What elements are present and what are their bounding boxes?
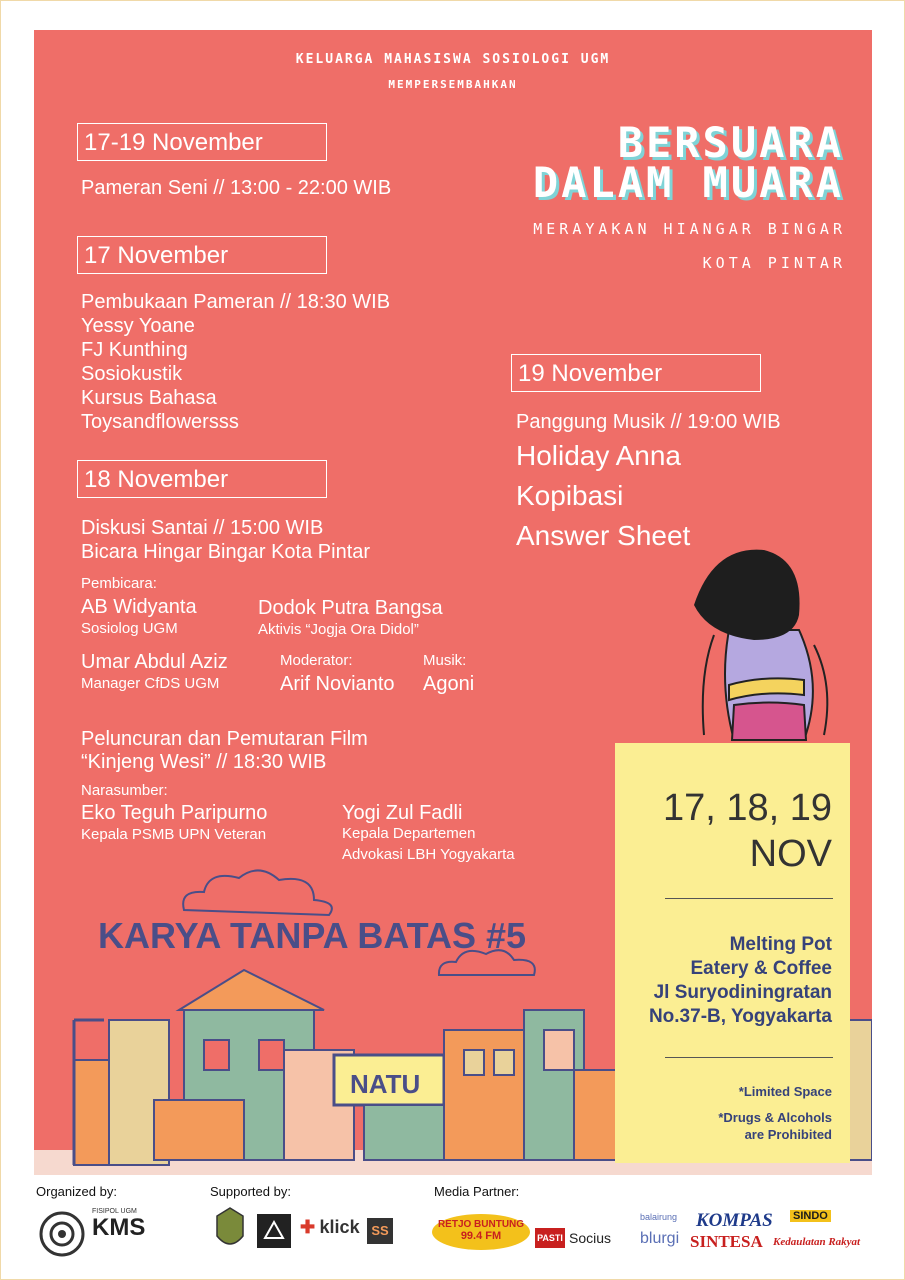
ss-logo: SS xyxy=(367,1218,393,1244)
media-partner-label: Media Partner: xyxy=(434,1184,520,1199)
speaker-3-role: Manager CfDS UGM xyxy=(81,675,220,692)
narasumber-1-role: Kepala PSMB UPN Veteran xyxy=(81,826,267,843)
narasumber-1-name: Eko Teguh Paripurno xyxy=(81,802,268,824)
art-exhibition: Pameran Seni // 13:00 - 22:00 WIB xyxy=(81,177,392,199)
narasumber-2-name: Yogi Zul Fadli xyxy=(342,802,463,824)
block2-list xyxy=(81,290,390,434)
date-box-17: 17 November xyxy=(77,236,327,274)
venue-line-3: Jl Suryodiningratan xyxy=(653,982,832,1003)
date-box-18: 18 November xyxy=(77,460,327,498)
prohibited-note: *Drugs & Alcohols xyxy=(718,1110,832,1125)
blurgi-logo: blurgi xyxy=(640,1230,680,1247)
moderator-name: Arif Novianto xyxy=(280,673,395,695)
list-item: FJ Kunthing xyxy=(81,339,188,361)
divider xyxy=(665,898,833,899)
discussion-time: Diskusi Santai // 15:00 WIB xyxy=(81,517,324,539)
fisipol-text: FISIPOL UGM xyxy=(92,1208,137,1215)
venue-line-4: No.37-B, Yogyakarta xyxy=(648,1006,832,1027)
event-month: NOV xyxy=(749,833,832,875)
date-box-19: 19 November xyxy=(511,354,761,392)
list-item: Sosiokustik xyxy=(81,363,183,385)
venue-line-2: Eatery & Coffee xyxy=(690,958,832,979)
kedaulatan-rakyat-logo: Kedaulatan Rakyat xyxy=(773,1236,861,1248)
prohibited-note: are Prohibited xyxy=(744,1127,832,1142)
organizer-line: KELUARGA MAHASISWA SOSIOLOGI UGM xyxy=(295,52,611,67)
list-item: Pembukaan Pameran // 18:30 WIB xyxy=(81,291,391,313)
kompas-logo: KOMPAS xyxy=(696,1210,773,1231)
cloud-illustration xyxy=(174,860,344,920)
speaker-2-name: Dodok Putra Bangsa xyxy=(258,597,443,619)
speaker-3-name: Umar Abdul Aziz xyxy=(81,651,228,673)
subtitle-line-1: MERAYAKAN HIANGAR BINGAR xyxy=(533,220,846,238)
performer-list xyxy=(516,436,690,556)
speaker-label: Pembicara: xyxy=(81,575,157,592)
stage-music: Panggung Musik // 19:00 WIB xyxy=(516,411,781,433)
klick-logo xyxy=(300,1217,360,1238)
list-item: Kopibasi xyxy=(516,480,624,511)
limited-space-note: *Limited Space xyxy=(738,1084,832,1099)
speaker-1-role: Sosiolog UGM xyxy=(81,620,178,637)
info-card xyxy=(615,743,850,1163)
film-title: Peluncuran dan Pemutaran Film xyxy=(81,728,368,750)
title-line-2: DALAM MUARA xyxy=(532,158,844,207)
event-dates: 17, 18, 19 xyxy=(662,787,832,829)
klick-icon: ✚ xyxy=(300,1217,316,1237)
list-item: Holiday Anna xyxy=(516,440,682,471)
music-name: Agoni xyxy=(423,673,475,695)
lbh-logo xyxy=(257,1214,291,1248)
pasti-logo: PASTI xyxy=(535,1228,565,1248)
supported-label: Supported by: xyxy=(210,1184,291,1199)
retjo-text: RETJO BUNTUNG xyxy=(437,1219,525,1230)
moderator-label: Moderator: xyxy=(280,652,353,669)
dinas-kebudayaan-logo xyxy=(215,1206,245,1254)
subtitle-line-2: KOTA PINTAR xyxy=(702,254,846,272)
divider xyxy=(665,1057,833,1058)
poster xyxy=(34,30,872,1175)
kms-text: KMS xyxy=(92,1214,146,1241)
socius-logo: Socius xyxy=(569,1230,612,1246)
list-item: Yessy Yoane xyxy=(81,315,195,337)
girl-illustration xyxy=(674,535,864,750)
sociology-seal-logo xyxy=(38,1210,86,1258)
speaker-1-name: AB Widyanta xyxy=(81,596,197,618)
venue-line-1: Melting Pot xyxy=(729,934,832,955)
narasumber-2-role: Advokasi LBH Yogyakarta xyxy=(342,846,515,863)
kms-logo xyxy=(92,1208,152,1241)
list-item: Kursus Bahasa xyxy=(81,387,217,409)
sign-text: NATU xyxy=(350,1069,421,1099)
sintesa-logo: SINTESA xyxy=(690,1232,763,1251)
speaker-2-role: Aktivis “Jogja Ora Didol” xyxy=(258,621,419,638)
presents-line: MEMPERSEMBAHKAN xyxy=(388,78,518,91)
narasumber-label: Narasumber: xyxy=(81,782,168,799)
klick-text: klick xyxy=(319,1217,360,1237)
discussion-topic: Bicara Hingar Bingar Kota Pintar xyxy=(81,541,371,563)
music-label: Musik: xyxy=(423,652,467,669)
narasumber-2-role: Kepala Departemen xyxy=(342,825,476,842)
slogan: KARYA TANPA BATAS #5 xyxy=(98,915,527,956)
balairung-logo: balairung xyxy=(640,1212,678,1222)
sindo-logo: SINDO xyxy=(790,1210,831,1222)
list-item: Toysandflowersss xyxy=(81,411,239,433)
film-time: “Kinjeng Wesi” // 18:30 WIB xyxy=(81,751,327,773)
retjo-buntung-logo xyxy=(432,1214,530,1250)
list-item: Answer Sheet xyxy=(516,520,691,551)
retjo-freq: 99.4 FM xyxy=(460,1230,502,1242)
title-line-1: BERSUARA xyxy=(617,118,844,167)
organized-label: Organized by: xyxy=(36,1184,117,1199)
date-box-17-19: 17-19 November xyxy=(77,123,327,161)
